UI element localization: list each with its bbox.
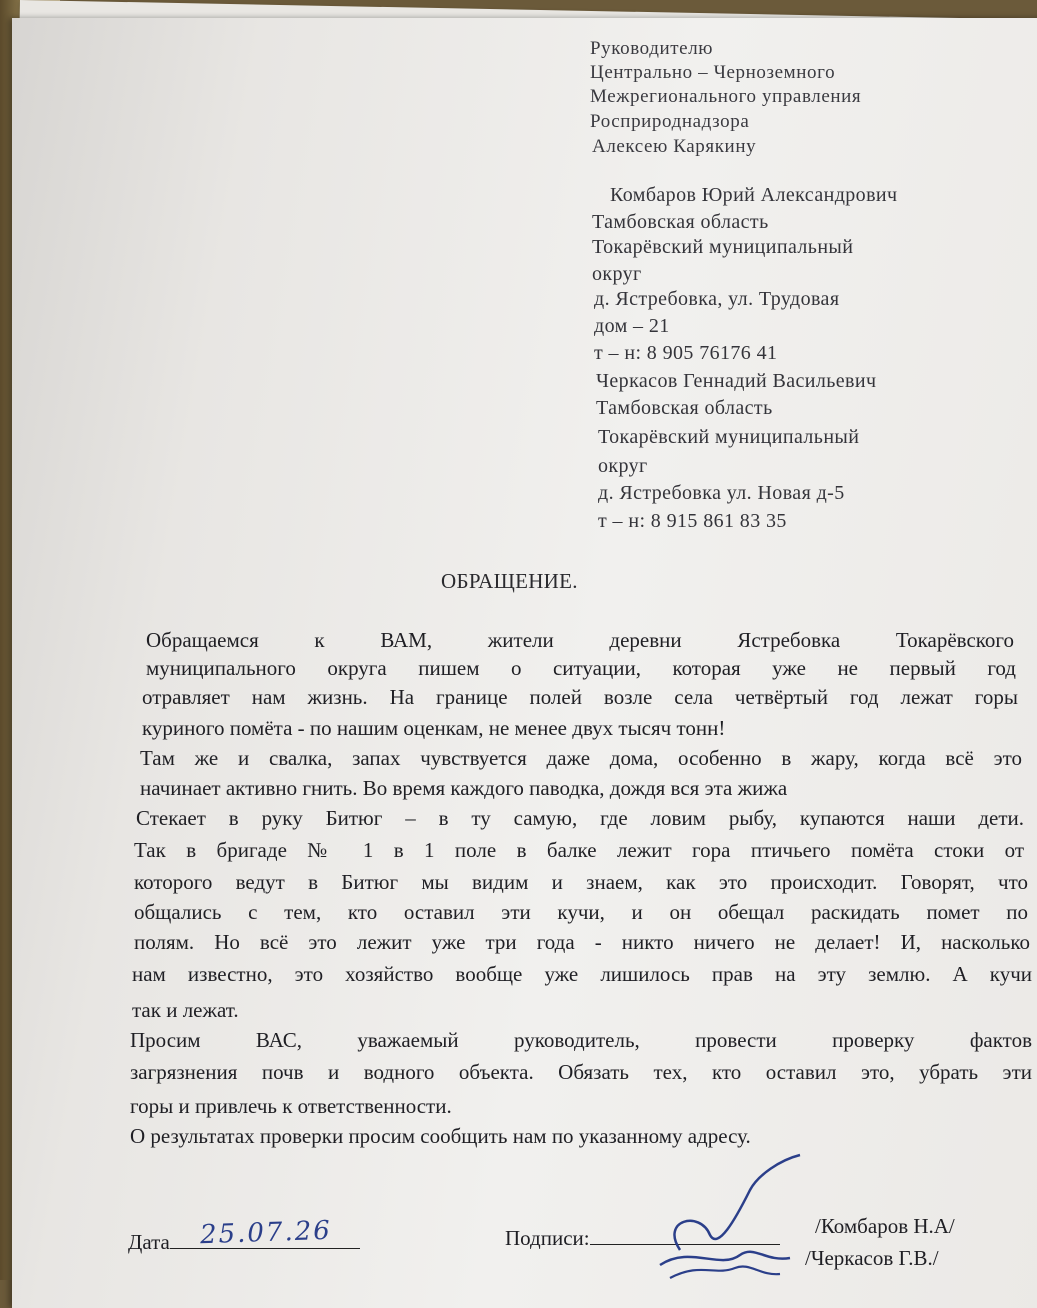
- document-title: ОБРАЩЕНИЕ.: [441, 569, 578, 593]
- sender-line: Токарёвский муниципальный: [592, 236, 854, 258]
- signer-1-name: /Комбаров Н.А/: [815, 1214, 955, 1238]
- recipient-line: Центрально – Черноземного: [590, 62, 836, 83]
- sender-line: д. Ястребовка, ул. Трудовая: [594, 288, 840, 310]
- body-line: Там же и свалка, запах чувствуется даже дома, особенно в жару, когда всё это: [140, 746, 1022, 770]
- sender-line: т – н: 8 905 76176 41: [594, 342, 778, 364]
- body-line: которого ведут в Битюг мы видим и знаем, как это происходит. Говорят, что: [134, 870, 1028, 894]
- recipient-line: Алексею Карякину: [592, 136, 757, 157]
- recipient-line: Росприроднадзора: [590, 111, 750, 132]
- body-line: загрязнения почв и водного объекта. Обязать тех, кто оставил это, убрать эти: [130, 1060, 1032, 1084]
- sender-line: Комбаров Юрий Александрович: [610, 184, 898, 206]
- signatures-label: Подписи:: [505, 1226, 590, 1250]
- sender-line: т – н: 8 915 861 83 35: [598, 510, 787, 532]
- sender-line: Тамбовская область: [596, 397, 773, 419]
- body-line: Обращаемся к ВАМ, жители деревни Ястребовка Токарёвского: [146, 628, 1014, 652]
- body-line: О результатах проверки просим сообщить нам по указанному адресу.: [130, 1124, 751, 1148]
- recipient-line: Руководителю: [590, 38, 714, 59]
- body-line: нам известно, это хозяйство вообще уже лишилось прав на эту землю. А кучи: [132, 962, 1032, 986]
- body-line: отравляет нам жизнь. На границе полей возле села четвёртый год лежат горы: [142, 685, 1018, 709]
- body-line: Так в бригаде № 1 в 1 поле в балке лежит гора птичьего помёта стоки от: [134, 838, 1024, 862]
- body-line: муниципального округа пишем о ситуации, которая уже не первый год: [146, 656, 1016, 680]
- sender-line: д. Ястребовка ул. Новая д-5: [598, 482, 845, 504]
- body-line: начинает активно гнить. Во время каждого паводка, дождя вся эта жижа: [140, 776, 788, 800]
- sender-line: дом – 21: [594, 315, 670, 337]
- body-line: полям. Но всё это лежит уже три года - никто ничего не делает! И, насколько: [134, 930, 1030, 954]
- sender-line: округ: [592, 263, 642, 285]
- signer-2-name: /Черкасов Г.В./: [805, 1246, 939, 1270]
- body-line: Стекает в руку Битюг – в ту самую, где ловим рыбу, купаются наши дети.: [136, 806, 1024, 830]
- sender-line: округ: [598, 455, 648, 477]
- sender-line: Черкасов Геннадий Васильевич: [596, 370, 877, 392]
- body-line: куриного помёта - по нашим оценкам, не менее двух тысяч тонн!: [142, 716, 726, 740]
- handwritten-date: 25.07.26: [199, 1215, 333, 1251]
- signature-scribble: [640, 1150, 810, 1280]
- recipient-line: Межрегионального управления: [590, 86, 862, 107]
- body-line: общались с тем, кто оставил эти кучи, и он обещал раскидать помет по: [134, 900, 1028, 924]
- date-label: Дата: [128, 1230, 170, 1254]
- body-line: горы и привлечь к ответственности.: [130, 1094, 452, 1118]
- body-line: так и лежат.: [132, 998, 239, 1022]
- sender-line: Токарёвский муниципальный: [598, 426, 860, 448]
- body-line: Просим ВАС, уважаемый руководитель, провести проверку фактов: [130, 1028, 1032, 1052]
- sender-line: Тамбовская область: [592, 211, 769, 233]
